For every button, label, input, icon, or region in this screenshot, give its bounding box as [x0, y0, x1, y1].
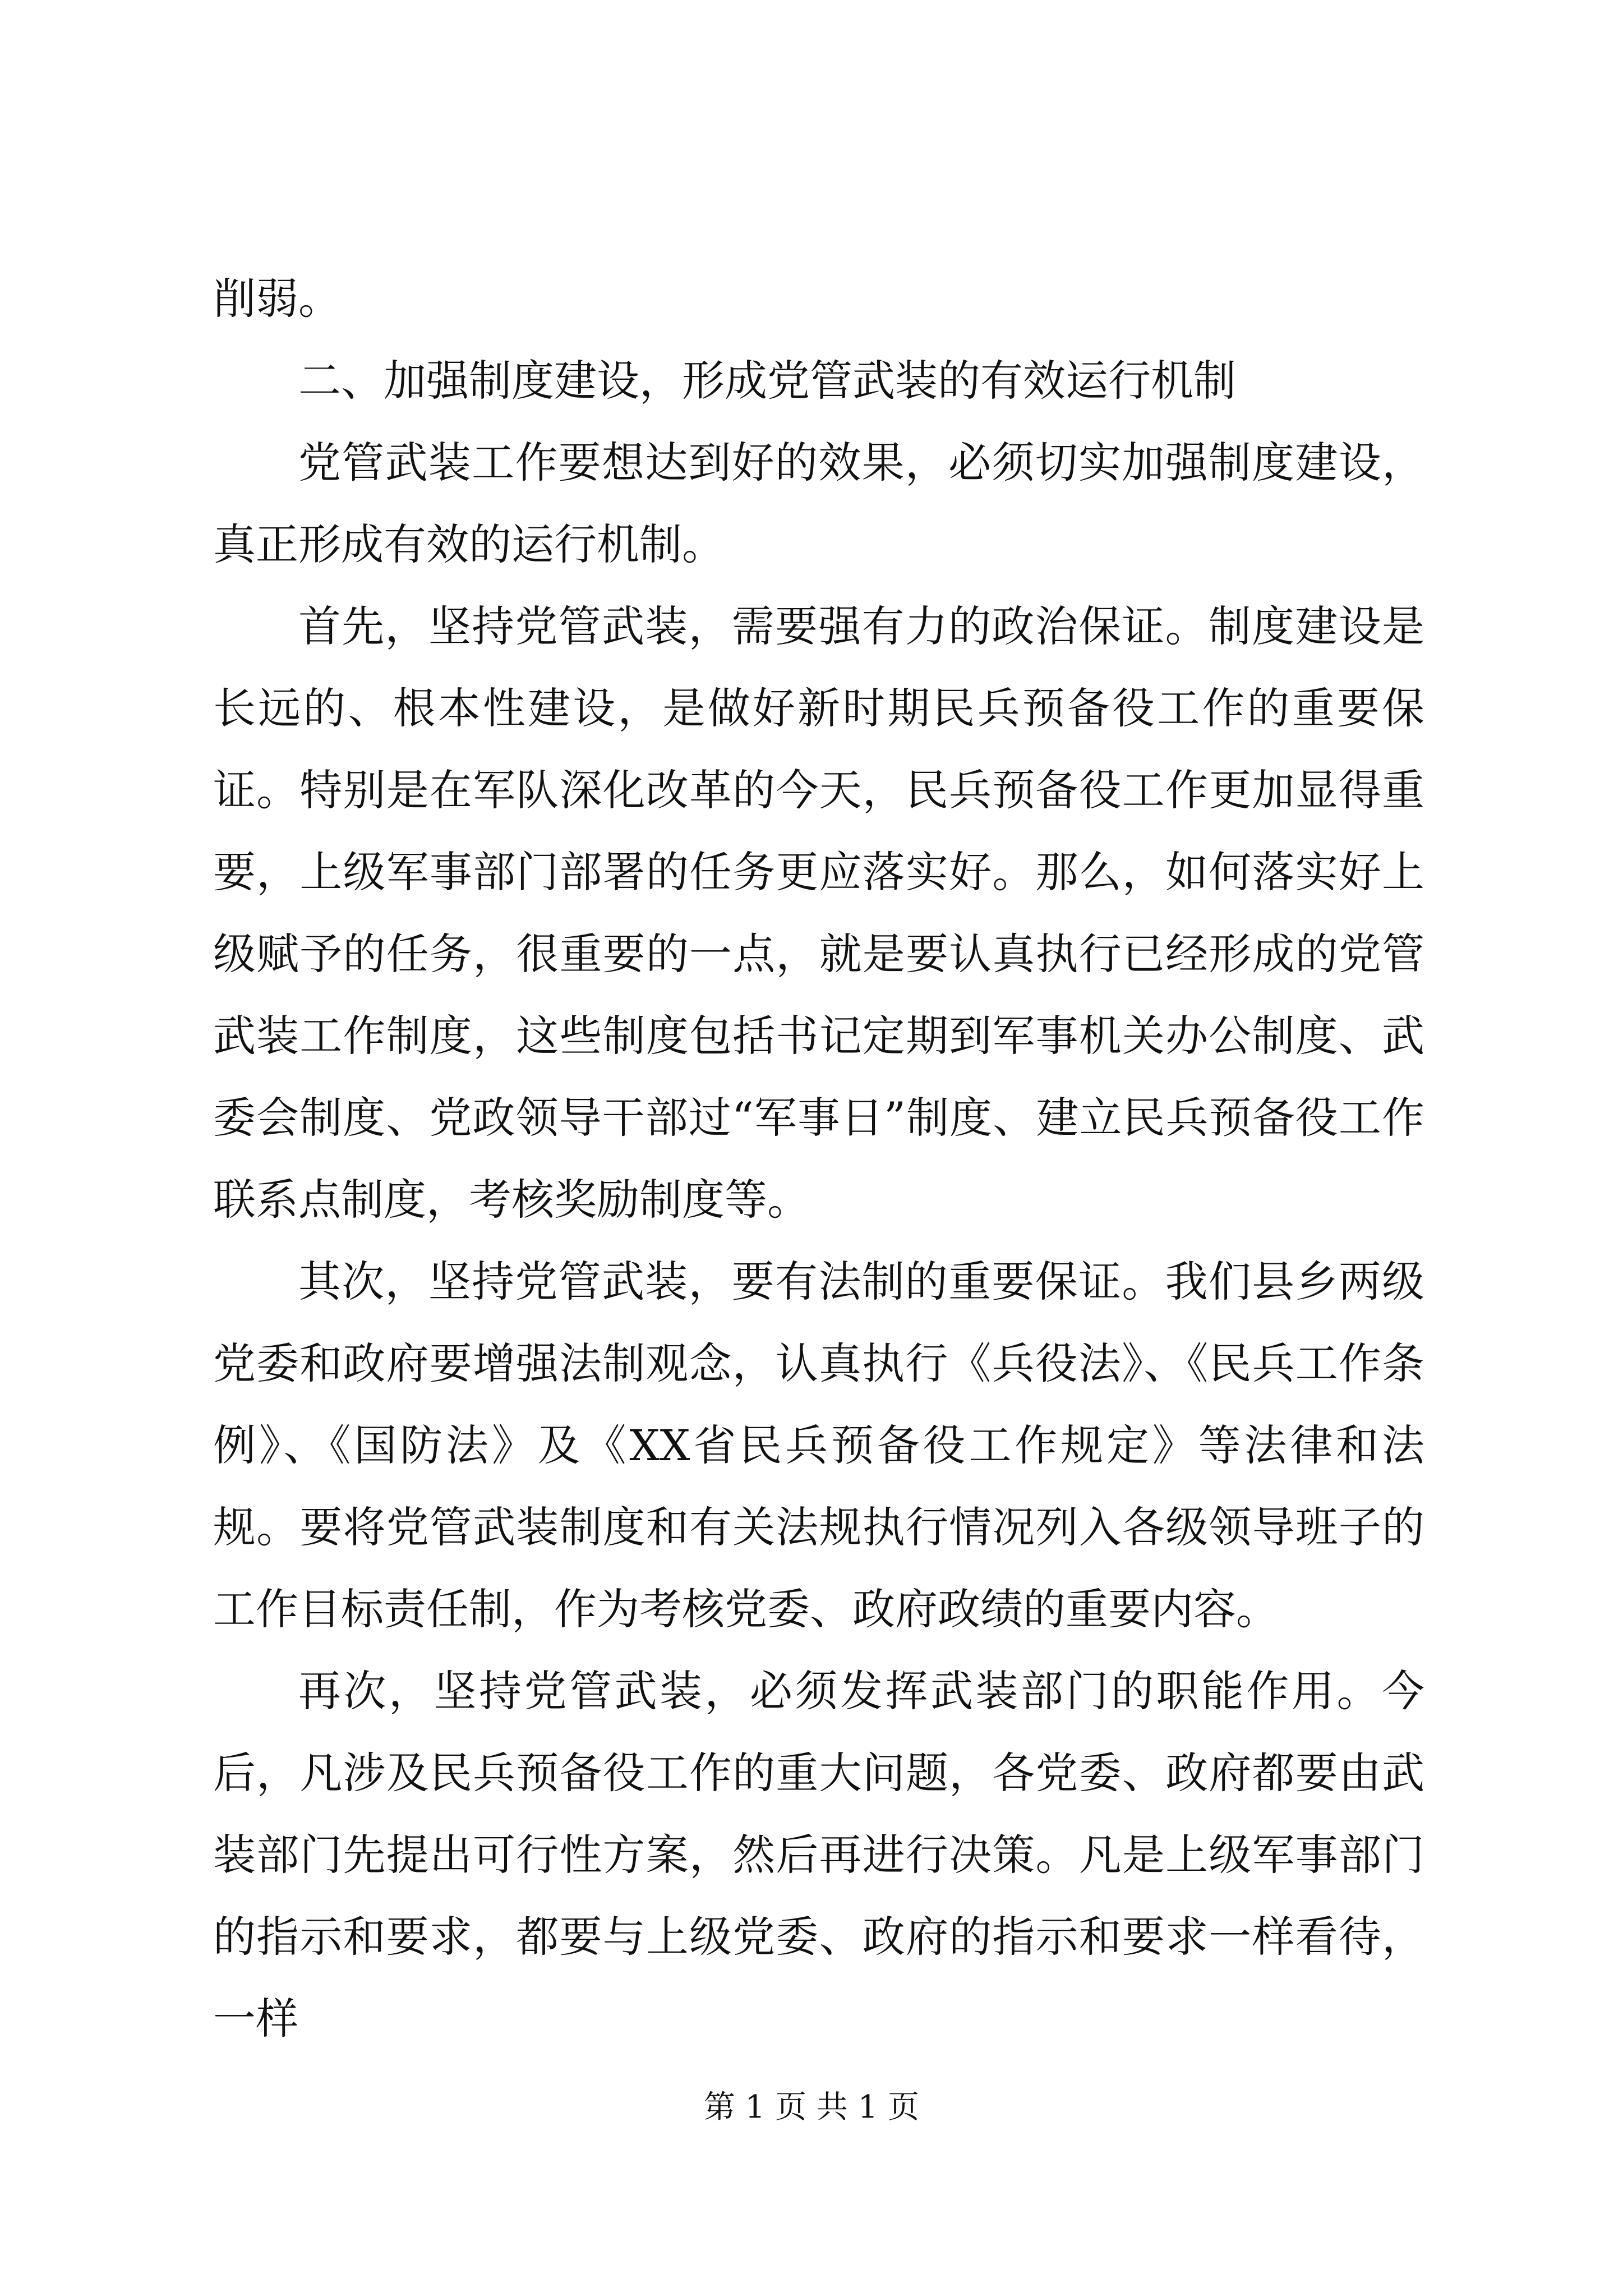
section-heading: 二、加强制度建设，形成党管武装的有效运行机制	[298, 356, 1236, 406]
paragraph-4: 其次，坚持党管武装，要有法制的重要保证。我们县乡两级党委和政府要增强法制观念，认真执行《兵役法》、《民兵工作条例》、《国防法》及《XX省民兵预备役工作规定》等法律和法规。要将党管武装制度和有关法规执行情况列入各级领导班子的工作目标责任制，作为考核党委、政府政绩的重要内容。	[213, 1257, 1424, 1634]
page-number-footer: 第 1 页 共 1 页	[703, 2089, 920, 2125]
paragraph-3: 首先，坚持党管武装，需要强有力的政治保证。制度建设是长远的、根本性建设，是做好新时期民兵预备役工作的重要保证。特别是在军队深化改革的今天，民兵预备役工作更加显得重要，上级军事部门部署的任务更应落实好。那么，如何落实好上级赋予的任务，很重要的一点，就是要认真执行已经形成的党管武装工作制度，这些制度包括书记定期到军事机关办公制度、武委会制度、党政领导干部过“军事日”制度、建立民兵预备役工作联系点制度，考核奖励制度等。	[213, 601, 1424, 1225]
document-body	[213, 258, 1424, 2060]
paragraph-5: 再次，坚持党管武装，必须发挥武装部门的职能作用。今后，凡涉及民兵预备役工作的重大问题，各党委、政府都要由武装部门先提出可行性方案，然后再进行决策。凡是上级军事部门的指示和要求，都要与上级党委、政府的指示和要求一样看待，一样	[213, 1666, 1424, 2044]
paragraph-2: 党管武装工作要想达到好的效果，必须切实加强制度建设，真正形成有效的运行机制。	[213, 438, 1424, 569]
paragraph-1: 削弱。	[213, 274, 341, 324]
